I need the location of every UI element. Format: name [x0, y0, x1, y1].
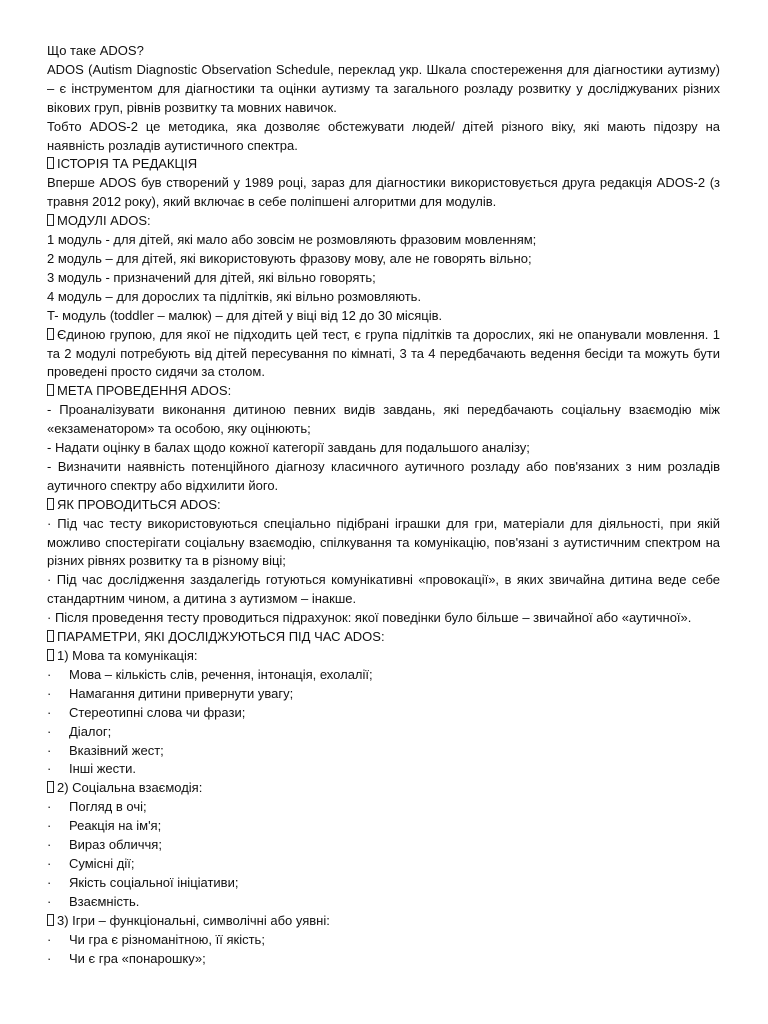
- list-item-text: Інші жести.: [69, 761, 136, 777]
- list-item: [47, 836, 720, 855]
- bullet-icon: ·: [47, 685, 52, 701]
- checkbox-glyph-icon: [47, 498, 54, 510]
- list-item: [47, 855, 720, 874]
- bullet-icon: ·: [47, 931, 52, 947]
- module-item: 2 модуль – для дітей, які використовують фразову мову, але не говорять вільно;: [47, 250, 532, 266]
- module-item: 4 модуль – для дорослих та підлітків, які вільно розмовляють.: [47, 288, 422, 304]
- list-item: [47, 950, 720, 969]
- document-page: [47, 42, 720, 968]
- bullet-icon: ·: [47, 742, 52, 758]
- intro-paragraph: ADOS (Autism Diagnostic Observation Schedule, переклад укр. Шкала спостереження для діагностики аутизму) – є інструментом для діагностики та оцінки аутизму та загального розладу розвитку у досліджуваних різних вікових груп, рівнів розвитку та мовних навичок.: [47, 61, 720, 115]
- history-heading-text: ІСТОРІЯ ТА РЕДАКЦІЯ: [57, 156, 198, 172]
- goal-heading-text: МЕТА ПРОВЕДЕННЯ ADOS:: [57, 383, 232, 399]
- checkbox-glyph-icon: [47, 214, 54, 226]
- checkbox-glyph-icon: [47, 384, 54, 396]
- module-item: 3 модуль - призначений для дітей, які вільно говорять;: [47, 269, 376, 285]
- bullet-icon: ·: [47, 666, 52, 682]
- checkbox-glyph-icon: [47, 649, 54, 661]
- checkbox-glyph-icon: [47, 157, 54, 169]
- params-group-title-text: 1) Мова та комунікація:: [57, 648, 198, 663]
- list-item: [47, 931, 720, 950]
- history-heading: [47, 155, 720, 174]
- how-item: · Під час тесту використовуються спеціально підібрані іграшки для гри, матеріали для діяльності, при якій можливо спостерігати соціальну взаємодію, спілкування та комунікацію, пов'язані з аутистичним спектром на різних рівнях розвитку та в різному віці;: [47, 515, 720, 569]
- modules-note: [47, 326, 720, 383]
- params-group-title-text: 3) Ігри – функціональні, символічні або уявні:: [57, 912, 330, 928]
- list-item: [47, 742, 720, 761]
- list-item: [47, 760, 720, 779]
- goal-item: - Визначити наявність потенційного діагнозу класичного аутичного розладу або пов'язаних з ним розладів аутичного спектру або відхилити його.: [47, 458, 720, 493]
- params-group-title-text: 2) Соціальна взаємодія:: [57, 780, 203, 796]
- bullet-icon: ·: [47, 818, 52, 834]
- module-item: 1 модуль - для дітей, які мало або зовсім не розмовляють фразовим мовленням;: [47, 232, 537, 248]
- list-item: [47, 704, 720, 723]
- goal-heading: [47, 382, 720, 401]
- params-heading: [47, 628, 720, 647]
- list-item: [47, 685, 720, 704]
- list-item-text: Чи є гра «понарошку»;: [69, 950, 206, 966]
- checkbox-glyph-icon: [47, 914, 54, 926]
- modules-note-text: Єдиною групою, для якої не підходить цей тест, є група підлітків та дорослих, які не опанували мовлення. 1 та 2 модулі потребують від дітей пересування по кімнаті, 3 та 4 передбачають ведення бесіди та можуть бути проведені просто сидячи за столом.: [47, 326, 720, 380]
- bullet-icon: ·: [47, 950, 52, 966]
- params-group-title: [47, 912, 720, 931]
- modules-heading: [47, 212, 720, 231]
- list-item: [47, 723, 720, 742]
- list-item-text: Мова – кількість слів, речення, інтонація, ехолалії;: [69, 666, 373, 682]
- list-item-text: Вираз обличчя;: [69, 837, 162, 853]
- list-item-text: Діалог;: [69, 723, 112, 739]
- checkbox-glyph-icon: [47, 630, 54, 642]
- bullet-icon: ·: [47, 761, 52, 777]
- list-item-text: Вказівний жест;: [69, 742, 164, 758]
- params-group-title: [47, 647, 720, 666]
- bullet-icon: ·: [47, 874, 52, 890]
- how-heading-text: ЯК ПРОВОДИТЬСЯ ADOS:: [57, 496, 221, 512]
- list-item: [47, 666, 720, 685]
- list-item-text: Реакція на ім'я;: [69, 818, 162, 834]
- params-group-title: [47, 779, 720, 798]
- bullet-icon: ·: [47, 704, 52, 720]
- list-item-text: Чи гра є різноманітною, її якість;: [69, 931, 265, 947]
- checkbox-glyph-icon: [47, 328, 54, 340]
- how-heading: [47, 496, 720, 515]
- params-heading-text: ПАРАМЕТРИ, ЯКІ ДОСЛІДЖУЮТЬСЯ ПІД ЧАС ADOS:: [57, 629, 385, 645]
- document-title: Що таке ADOS?: [47, 43, 144, 58]
- goal-item: - Надати оцінку в балах щодо кожної категорії завдань для подальшого аналізу;: [47, 440, 530, 456]
- goal-item: - Проаналізувати виконання дитиною певних видів завдань, які передбачають соціальну взаємодію між «екзаменатором» та особою, яку оцінюють;: [47, 402, 720, 437]
- how-item: · Під час дослідження заздалегідь готуються комунікативні «провокації», в яких звичайна дитина веде себе стандартним чином, а дитина з аутизмом – інакше.: [47, 572, 720, 607]
- bullet-icon: ·: [47, 723, 52, 739]
- list-item: [47, 874, 720, 893]
- history-paragraph: Вперше ADOS був створений у 1989 році, зараз для діагностики використовується друга редакція ADOS-2 (з травня 2012 року), який включає в себе поліпшені алгоритми для модулів.: [47, 175, 720, 210]
- module-item: T- модуль (toddler – малюк) – для дітей у віці від 12 до 30 місяців.: [47, 307, 443, 323]
- checkbox-glyph-icon: [47, 781, 54, 793]
- list-item-text: Якість соціальної ініціативи;: [69, 874, 239, 890]
- list-item: [47, 798, 720, 817]
- bullet-icon: ·: [47, 855, 52, 871]
- modules-heading-text: МОДУЛІ ADOS:: [57, 213, 151, 229]
- bullet-icon: ·: [47, 799, 52, 815]
- bullet-icon: ·: [47, 837, 52, 853]
- bullet-icon: ·: [47, 893, 52, 909]
- list-item-text: Взаємність.: [69, 893, 140, 909]
- ados2-paragraph: Тобто ADOS-2 це методика, яка дозволяє обстежувати людей/ дітей різного віку, які мають підозру на наявність розладів аутистичного спектра.: [47, 118, 720, 153]
- list-item-text: Стереотипні слова чи фрази;: [69, 704, 246, 720]
- list-item-text: Намагання дитини привернути увагу;: [69, 685, 294, 701]
- list-item-text: Погляд в очі;: [69, 799, 147, 815]
- list-item: [47, 893, 720, 912]
- list-item-text: Сумісні дії;: [69, 855, 135, 871]
- how-item: · Після проведення тесту проводиться підрахунок: якої поведінки було більше – звичайної або «аутичної».: [47, 610, 692, 626]
- list-item: [47, 817, 720, 836]
